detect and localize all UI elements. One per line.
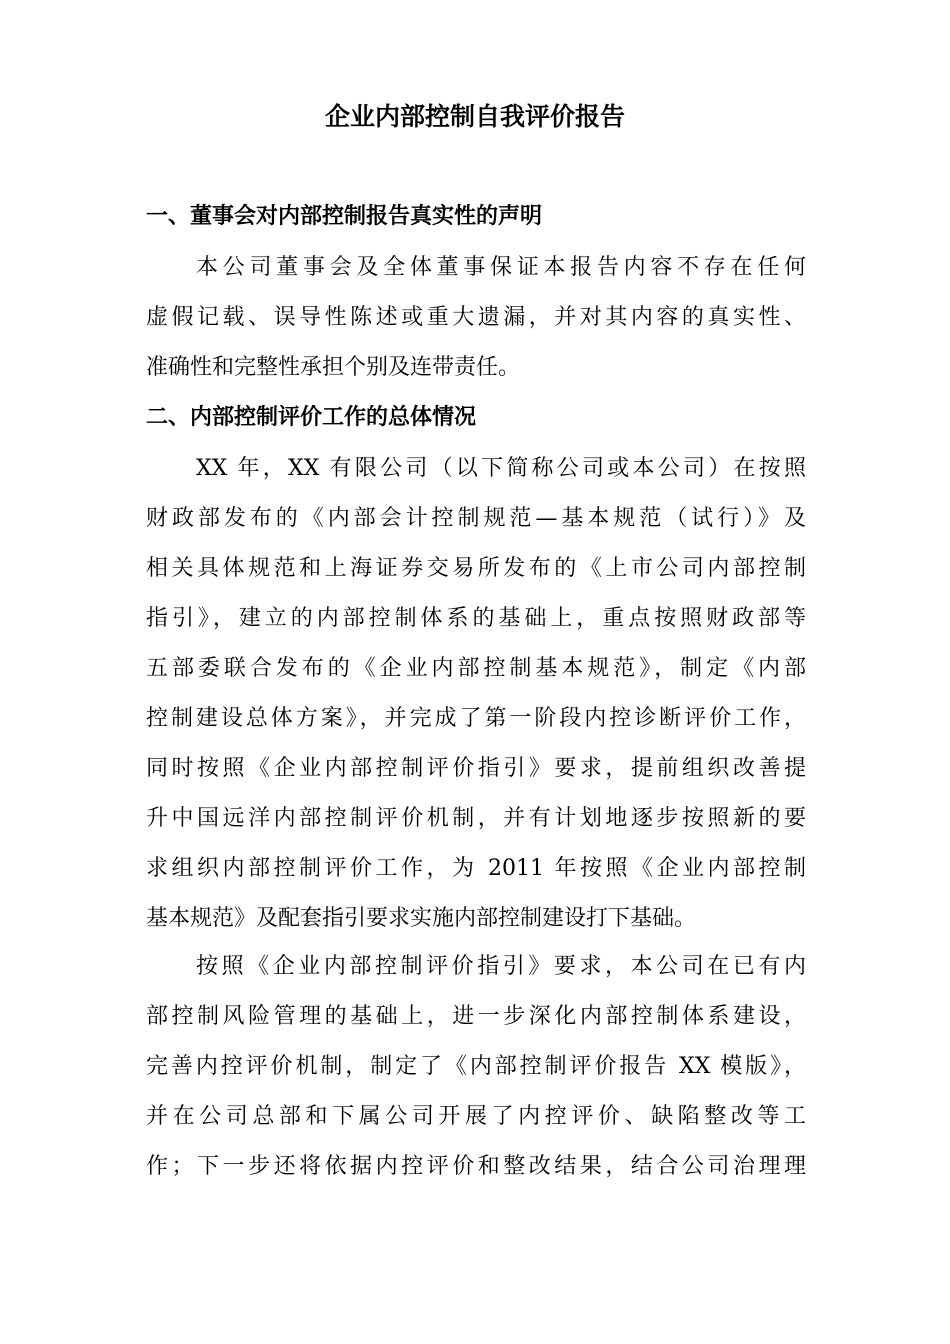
paragraph-line: 作；下一步还将依据内控评价和整改结果，结合公司治理理	[146, 1154, 806, 1179]
paragraph-line: 并在公司总部和下属公司开展了内控评价、缺陷整改等工	[146, 1104, 806, 1129]
paragraph-line: 本公司董事会及全体董事保证本报告内容不存在任何	[196, 255, 806, 280]
paragraph-line: 完善内控评价机制，制定了《内部控制评价报告 XX 模版》，	[146, 1054, 806, 1079]
document-title: 企业内部控制自我评价报告	[324, 102, 625, 131]
paragraph-line: 基本规范》及配套指引要求实施内部控制建设打下基础。	[146, 906, 697, 931]
paragraph-line: 虚假记载、误导性陈述或重大遗漏，并对其内容的真实性、	[146, 305, 806, 330]
paragraph-line: 同时按照《企业内部控制评价指引》要求，提前组织改善提	[146, 756, 806, 781]
paragraph-line: 求组织内部控制评价工作，为 2011 年按照《企业内部控制	[146, 856, 806, 881]
paragraph-line: XX 年，XX 有限公司（以下简称公司或本公司）在按照	[196, 456, 806, 481]
section-heading-overview: 二、内部控制评价工作的总体情况	[146, 405, 477, 430]
paragraph-line: 控制建设总体方案》，并完成了第一阶段内控诊断评价工作，	[146, 706, 806, 731]
paragraph-line: 五部委联合发布的《企业内部控制基本规范》，制定《内部	[146, 656, 806, 681]
paragraph-line: 部控制风险管理的基础上，进一步深化内部控制体系建设，	[146, 1004, 806, 1029]
section-heading-declaration: 一、董事会对内部控制报告真实性的声明	[146, 204, 543, 229]
paragraph-line: 相关具体规范和上海证券交易所发布的《上市公司内部控制	[146, 556, 806, 581]
paragraph-line: 准确性和完整性承担个别及连带责任。	[146, 355, 521, 380]
paragraph-line: 财政部发布的《内部会计控制规范—基本规范（试行）》及	[146, 506, 806, 531]
paragraph-line: 升中国远洋内部控制评价机制，并有计划地逐步按照新的要	[146, 806, 806, 831]
paragraph-line: 指引》，建立的内部控制体系的基础上，重点按照财政部等	[146, 606, 806, 631]
paragraph-line: 按照《企业内部控制评价指引》要求，本公司在已有内	[196, 954, 806, 979]
